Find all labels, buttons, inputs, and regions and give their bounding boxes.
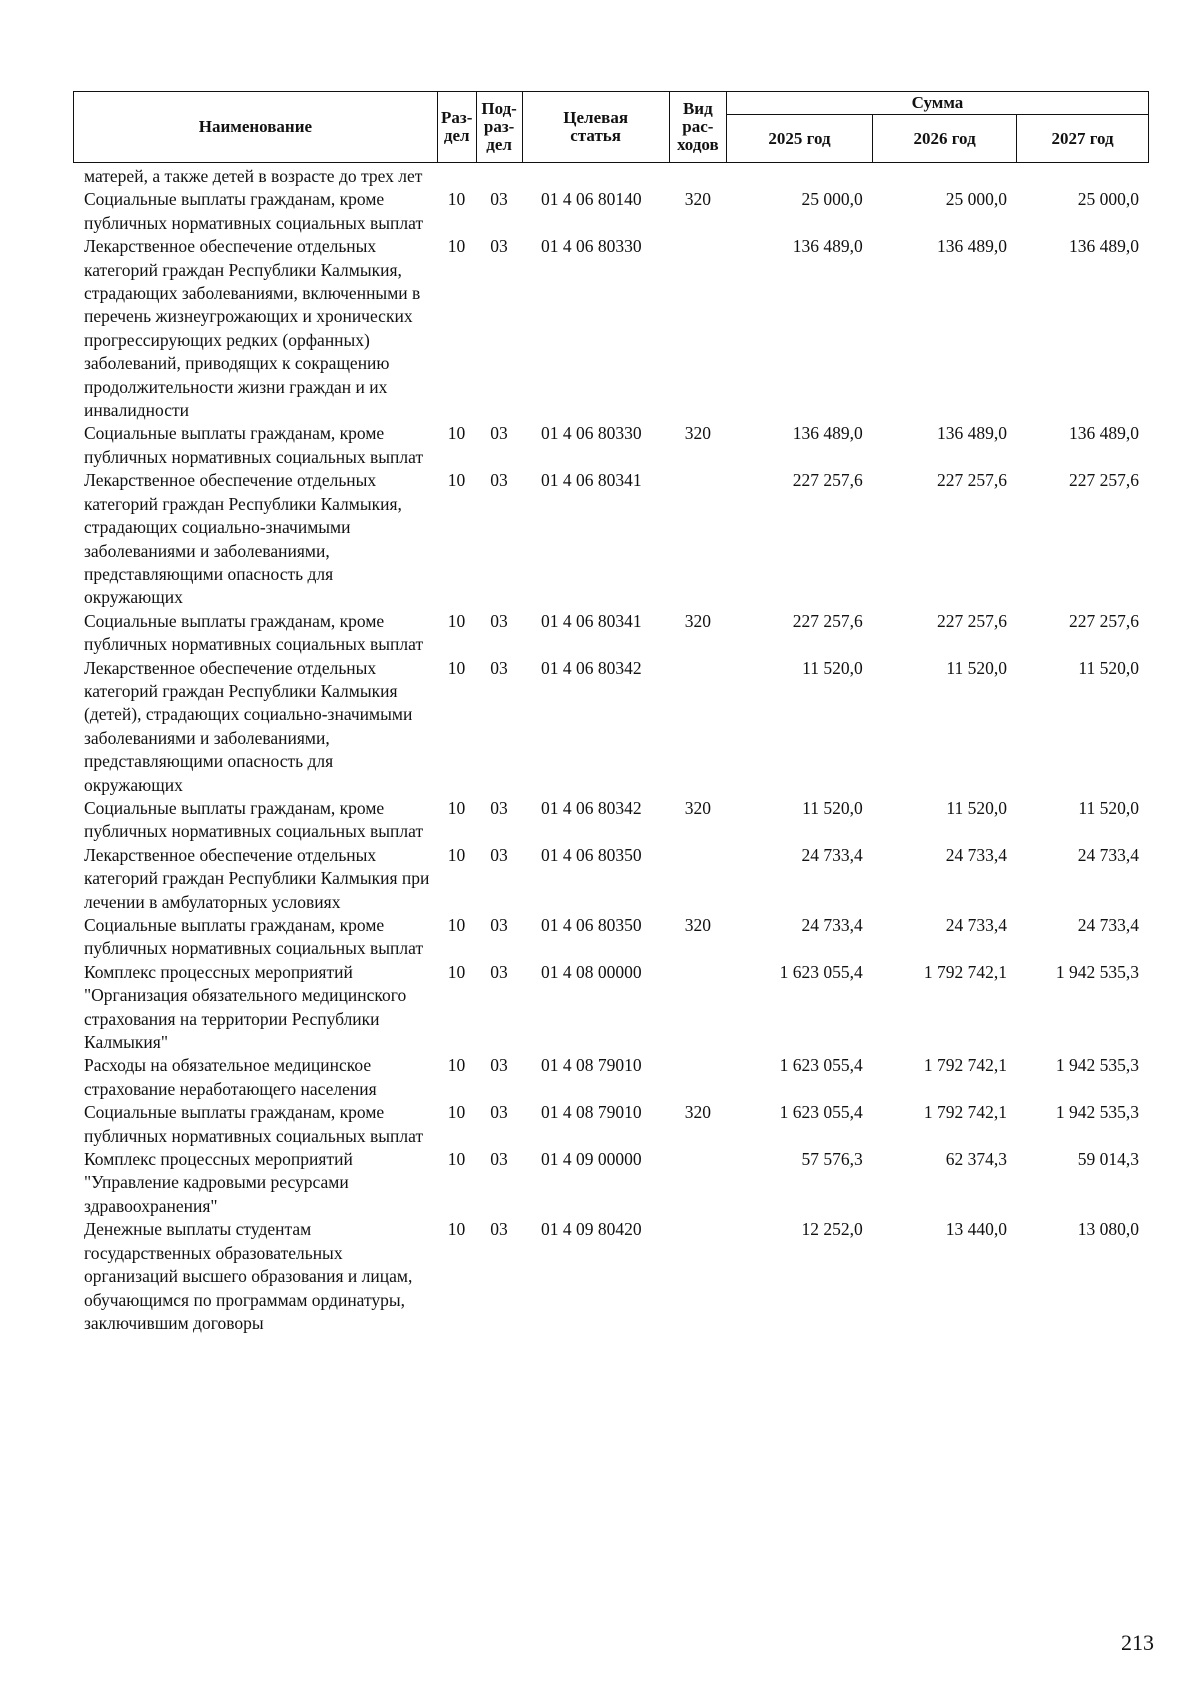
row-vid <box>669 1054 726 1101</box>
header-name-text: Наименование <box>198 117 313 136</box>
row-vid <box>669 657 726 797</box>
header-2026 <box>873 115 1017 163</box>
row-podrazdel: 03 <box>490 1102 508 1123</box>
row-vid <box>669 844 726 914</box>
row-celevaya: 01 4 06 80342 <box>540 797 642 818</box>
row-sum-2025: 1 623 055,4 <box>779 961 863 982</box>
row-name: Расходы на обязательное медицинское страхование неработающего населения <box>84 1055 377 1099</box>
row-name: Лекарственное обеспечение отдельных категорий граждан Республики Калмыкия при лечении в амбулаторных условиях <box>84 844 430 912</box>
row-sum-2026: 227 257,6 <box>936 610 1007 631</box>
row-celevaya <box>522 165 669 188</box>
row-sum-2026: 1 792 742,1 <box>923 1102 1007 1123</box>
table-header <box>73 91 1149 163</box>
row-podrazdel <box>476 165 522 188</box>
row-sum-2025: 227 257,6 <box>792 610 863 631</box>
row-celevaya: 01 4 09 80420 <box>540 1219 642 1240</box>
row-celevaya: 01 4 06 80350 <box>540 844 642 865</box>
row-podrazdel: 03 <box>490 797 508 818</box>
row-podrazdel: 03 <box>490 236 508 257</box>
row-name: Лекарственное обеспечение отдельных категорий граждан Республики Калмыкия, страдающих социально-значимыми заболеваниями и заболеваниями, представляющими опасность для окружающих <box>84 470 402 608</box>
budget-table <box>73 165 1149 1335</box>
row-sum-2026: 62 374,3 <box>945 1149 1007 1170</box>
row-name: Комплекс процессных мероприятий "Организация обязательного медицинского страхования на территории Республики Калмыкия" <box>84 961 407 1053</box>
row-name: Социальные выплаты гражданам, кроме публичных нормативных социальных выплат <box>84 423 424 467</box>
row-name: Социальные выплаты гражданам, кроме публичных нормативных социальных выплат <box>84 610 424 655</box>
row-sum-2025 <box>727 165 873 188</box>
table-row <box>73 610 1149 657</box>
table-row <box>73 469 1149 609</box>
row-razdel: 10 <box>447 915 466 935</box>
row-celevaya: 01 4 08 79010 <box>540 1102 642 1123</box>
row-celevaya: 01 4 08 79010 <box>540 1055 642 1076</box>
row-name: Комплекс процессных мероприятий "Управление кадровыми ресурсами здравоохранения" <box>84 1149 353 1216</box>
row-celevaya: 01 4 06 80350 <box>540 915 642 935</box>
row-celevaya: 01 4 09 00000 <box>540 1149 642 1170</box>
row-sum-2025: 57 576,3 <box>801 1149 863 1170</box>
header-2027 <box>1017 115 1149 163</box>
row-vid: 320 <box>684 610 712 631</box>
row-name: Социальные выплаты гражданам, кроме публичных нормативных социальных выплат <box>84 915 424 959</box>
header-2026-text: 2026 год <box>913 128 976 148</box>
row-podrazdel: 03 <box>490 610 508 631</box>
row-podrazdel: 03 <box>490 470 508 491</box>
row-sum-2027: 11 520,0 <box>1078 657 1139 678</box>
row-celevaya: 01 4 06 80140 <box>540 189 642 210</box>
row-razdel: 10 <box>447 423 466 444</box>
row-sum-2026: 11 520,0 <box>946 797 1007 818</box>
row-sum-2027: 13 080,0 <box>1077 1219 1139 1240</box>
row-vid <box>669 1148 726 1218</box>
row-name: матерей, а также детей в возрасте до трех лет <box>84 166 423 186</box>
header-summa-text: Сумма <box>911 93 964 112</box>
table-row <box>73 1218 1149 1335</box>
row-vid <box>669 961 726 1055</box>
table-row <box>73 1148 1149 1218</box>
row-sum-2027: 25 000,0 <box>1077 189 1139 210</box>
row-razdel: 10 <box>447 1055 466 1076</box>
row-sum-2027: 24 733,4 <box>1077 844 1139 865</box>
row-sum-2027: 227 257,6 <box>1069 610 1139 631</box>
row-sum-2027: 227 257,6 <box>1069 470 1139 491</box>
header-2025 <box>726 115 872 163</box>
row-razdel: 10 <box>447 470 466 491</box>
row-sum-2027: 1 942 535,3 <box>1055 1055 1139 1076</box>
header-name <box>74 92 438 163</box>
row-sum-2027: 136 489,0 <box>1069 236 1139 257</box>
row-podrazdel: 03 <box>490 189 508 210</box>
row-sum-2026: 1 792 742,1 <box>923 1055 1007 1076</box>
row-name: Лекарственное обеспечение отдельных категорий граждан Республики Калмыкия (детей), страдающих социально-значимыми заболеваниями и заболеваниями, представляющими опасность для окружающих <box>84 657 413 795</box>
row-podrazdel: 03 <box>490 961 508 982</box>
row-sum-2025: 11 520,0 <box>802 797 863 818</box>
row-sum-2025: 12 252,0 <box>801 1219 863 1240</box>
row-sum-2027: 59 014,3 <box>1077 1149 1139 1170</box>
row-razdel: 10 <box>447 610 466 631</box>
row-vid: 320 <box>684 1102 712 1123</box>
row-sum-2027: 1 942 535,3 <box>1055 1102 1139 1123</box>
row-sum-2026: 227 257,6 <box>936 470 1007 491</box>
row-celevaya: 01 4 06 80341 <box>540 470 642 491</box>
row-sum-2026: 13 440,0 <box>945 1219 1007 1240</box>
row-razdel: 10 <box>447 236 466 257</box>
row-podrazdel: 03 <box>490 1219 508 1240</box>
row-podrazdel: 03 <box>490 1149 508 1170</box>
row-sum-2026: 11 520,0 <box>946 657 1007 678</box>
row-razdel: 10 <box>447 657 466 678</box>
row-sum-2027: 136 489,0 <box>1069 423 1139 444</box>
table-row <box>73 1054 1149 1101</box>
table-row <box>73 1101 1149 1148</box>
row-sum-2026: 1 792 742,1 <box>923 961 1007 982</box>
row-name: Социальные выплаты гражданам, кроме публичных нормативных социальных выплат <box>84 189 424 233</box>
table-row <box>73 914 1149 961</box>
row-vid: 320 <box>684 915 712 935</box>
row-sum-2027 <box>1017 165 1149 188</box>
row-vid: 320 <box>684 189 712 210</box>
row-podrazdel: 03 <box>490 844 508 865</box>
header-razdel: Раз- дел <box>437 92 476 163</box>
row-sum-2027: 1 942 535,3 <box>1055 961 1139 982</box>
row-sum-2026: 136 489,0 <box>936 423 1007 444</box>
row-sum-2026: 25 000,0 <box>945 189 1007 210</box>
row-sum-2025: 1 623 055,4 <box>779 1055 863 1076</box>
row-sum-2026: 24 733,4 <box>945 915 1007 935</box>
row-sum-2027: 11 520,0 <box>1078 797 1139 818</box>
row-sum-2025: 1 623 055,4 <box>779 1102 863 1123</box>
row-podrazdel: 03 <box>490 1055 508 1076</box>
header-celevaya: Целевая статья <box>522 92 669 163</box>
row-sum-2025: 24 733,4 <box>801 915 863 935</box>
row-sum-2025: 24 733,4 <box>801 844 863 865</box>
row-vid <box>669 235 726 422</box>
row-sum-2026: 136 489,0 <box>936 236 1007 257</box>
row-podrazdel: 03 <box>490 915 508 935</box>
row-name: Лекарственное обеспечение отдельных категорий граждан Республики Калмыкия, страдающих заболеваниями, включенными в перечень жизнеугрожающих и хронических прогрессирующих редких (орфанных) заболеваний, приводящих к сокращению продолжительности жизни граждан и их инвалидности <box>84 236 421 421</box>
table-row <box>73 844 1149 914</box>
header-2027-text: 2027 год <box>1051 128 1114 148</box>
row-podrazdel: 03 <box>490 423 508 444</box>
row-celevaya: 01 4 08 00000 <box>540 961 642 982</box>
row-vid: 320 <box>684 797 712 818</box>
row-name: Социальные выплаты гражданам, кроме публичных нормативных социальных выплат <box>84 797 424 842</box>
table-body <box>73 165 1149 1335</box>
row-celevaya: 01 4 06 80342 <box>540 657 642 678</box>
row-razdel: 10 <box>447 961 466 982</box>
row-celevaya: 01 4 06 80330 <box>540 423 642 444</box>
row-razdel: 10 <box>447 189 466 210</box>
table-row <box>73 165 1149 188</box>
row-celevaya: 01 4 06 80341 <box>540 610 642 631</box>
row-sum-2025: 227 257,6 <box>792 470 863 491</box>
row-razdel <box>437 165 476 188</box>
row-podrazdel: 03 <box>490 657 508 678</box>
row-razdel: 10 <box>447 1102 466 1123</box>
row-name: Социальные выплаты гражданам, кроме публичных нормативных социальных выплат <box>84 1102 424 1146</box>
table-row <box>73 422 1149 469</box>
row-name: Денежные выплаты студентам государственных образовательных организаций высшего образования и лицам, обучающимся по программам ординатуры, заключившим договоры <box>84 1219 413 1333</box>
row-razdel: 10 <box>447 1219 466 1240</box>
table-row <box>73 188 1149 235</box>
row-vid: 320 <box>684 423 712 444</box>
header-summa <box>726 92 1148 115</box>
header-vid: Вид рас- ходов <box>669 92 726 163</box>
row-sum-2025: 136 489,0 <box>792 236 863 257</box>
row-sum-2027: 24 733,4 <box>1077 915 1139 935</box>
table-row <box>73 657 1149 797</box>
row-sum-2025: 136 489,0 <box>792 423 863 444</box>
table-row <box>73 797 1149 844</box>
row-razdel: 10 <box>447 844 466 865</box>
row-sum-2025: 11 520,0 <box>802 657 863 678</box>
row-vid <box>669 469 726 609</box>
row-razdel: 10 <box>447 1149 466 1170</box>
row-razdel: 10 <box>447 797 466 818</box>
row-sum-2025: 25 000,0 <box>801 189 863 210</box>
row-sum-2026 <box>873 165 1017 188</box>
row-vid <box>669 165 726 188</box>
table-row <box>73 235 1149 422</box>
header-podrazdel: Под- раз- дел <box>476 92 522 163</box>
row-vid <box>669 1218 726 1335</box>
row-celevaya: 01 4 06 80330 <box>540 236 642 257</box>
page-number: 213 <box>1121 1630 1154 1655</box>
header-2025-text: 2025 год <box>768 128 831 148</box>
table-row <box>73 961 1149 1055</box>
row-sum-2026: 24 733,4 <box>945 844 1007 865</box>
